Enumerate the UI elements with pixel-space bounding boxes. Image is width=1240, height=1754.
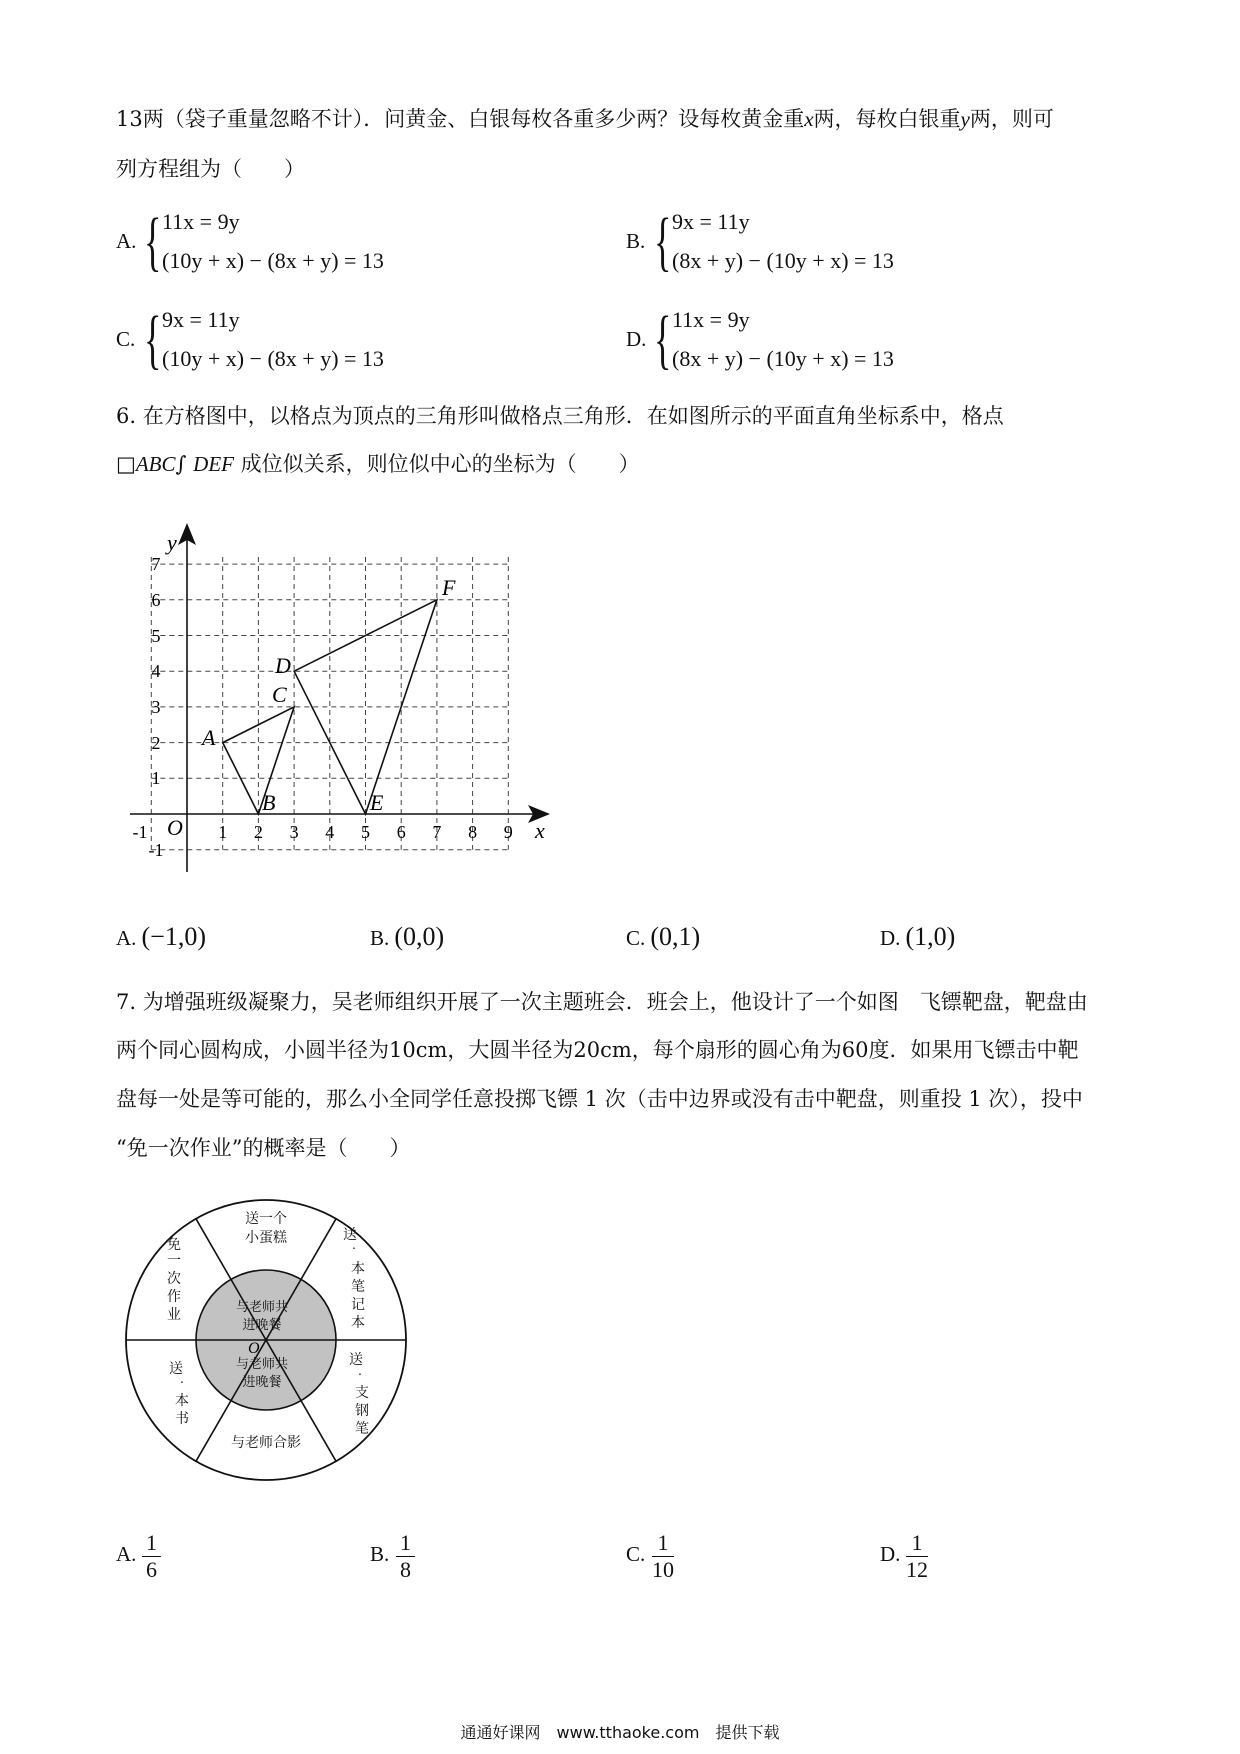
fraction <box>652 1530 674 1583</box>
numerator: 1 <box>142 1530 161 1557</box>
sector-right-upper-char: 记 <box>351 1298 365 1313</box>
equation-1: 9x = 11y <box>162 307 240 332</box>
fraction <box>906 1530 928 1583</box>
triangle-abc: ABC <box>135 452 176 476</box>
y-tick-label: -1 <box>148 840 164 860</box>
grid-lines <box>151 557 508 850</box>
sector-top-line1: 送一个 <box>245 1212 287 1227</box>
q7-stem-line2: 两个同心圆构成，小圆半径为10cm，大圆半径为20cm，每个扇形的圆心角为60度．如果用飞镖击中靶 <box>116 1038 1079 1062</box>
var-y: y <box>960 107 970 131</box>
x-tick-label: 8 <box>468 822 478 842</box>
numerator: 1 <box>396 1530 415 1557</box>
brace: { <box>654 303 672 376</box>
sector-right-lower-char: 支 <box>355 1386 369 1401</box>
y-tick-label: 2 <box>151 733 161 753</box>
coordinate-graph <box>120 520 560 880</box>
x-tick-label: 3 <box>289 822 299 842</box>
fraction <box>396 1530 415 1583</box>
inner-lower-line2: 进晚餐 <box>242 1374 282 1389</box>
sector-right-upper-char: 本 <box>351 1316 365 1331</box>
point-label-f: F <box>442 575 456 600</box>
triangle-def: DEF <box>193 452 234 476</box>
y-axis-label: y <box>167 530 177 555</box>
equation-2: (10y + x) − (8x + y) = 13 <box>162 248 384 273</box>
denominator: 10 <box>652 1557 674 1582</box>
q7-stem-line3: 盘每一处是等可能的，那么小全同学任意投掷飞镖 1 次（击中边界或没有击中靶盘，则重投 1 次），投中 <box>116 1087 1083 1111</box>
sector-right-lower-char: 送 <box>349 1353 363 1368</box>
inner-upper-line1: 与老师共 <box>235 1299 289 1314</box>
y-tick-label: 7 <box>151 554 161 574</box>
option-letter: B. <box>626 229 646 253</box>
equation-2: (8x + y) − (10y + x) = 13 <box>672 248 894 273</box>
brace: { <box>144 205 162 278</box>
sector-left-upper-char: 作 <box>167 1290 181 1305</box>
dartboard <box>118 1193 418 1493</box>
x-tick-label: 2 <box>253 822 263 842</box>
q5-option-d[interactable] <box>626 303 1126 383</box>
q5-stem-text: 13两（袋子重量忽略不计）．问黄金、白银每枚各重多少两？设每枚黄金重 <box>116 107 805 131</box>
option-letter: C. <box>116 327 136 351</box>
sector-left-upper-char: 免 <box>167 1238 181 1253</box>
inner-upper-line2: 进晚餐 <box>242 1317 282 1332</box>
point-label-b: B <box>262 790 276 815</box>
q5-stem-mid: 两，每枚白银重 <box>813 107 961 131</box>
q6-stem-line1: 6. 在方格图中，以格点为顶点的三角形叫做格点三角形．在如图所示的平面直角坐标系中，格点 <box>116 404 1004 428</box>
equation-1: 11x = 9y <box>162 209 240 234</box>
sector-left-upper-char: 次 <box>167 1272 181 1287</box>
equation-1: 11x = 9y <box>672 307 750 332</box>
sector-left-upper-char: 业 <box>167 1308 181 1323</box>
x-tick-label: 5 <box>361 822 370 842</box>
numerator: 1 <box>652 1530 674 1557</box>
sector-left-upper-char: 一 <box>167 1254 181 1269</box>
inner-lower-line1: 与老师共 <box>235 1356 289 1371</box>
y-tick-label: 1 <box>151 768 161 788</box>
option-value: (−1,0) <box>141 922 206 951</box>
equation-1: 9x = 11y <box>672 209 750 234</box>
placeholder-glyph: □ <box>116 452 136 476</box>
sector-right-lower-char: 钢 <box>355 1404 369 1419</box>
point-label-e: E <box>370 790 384 815</box>
sector-top-line2: 小蛋糕 <box>245 1231 287 1246</box>
option-value: (0,1) <box>650 922 701 951</box>
x-tick-label: 9 <box>503 822 513 842</box>
option-letter: D. <box>880 926 901 950</box>
page-footer: 通通好课网 www.tthaoke.com 提供下载 <box>460 1723 780 1742</box>
option-letter: B. <box>370 1542 390 1566</box>
sector-right-upper-char: 笔 <box>351 1280 365 1295</box>
option-letter: A. <box>116 1542 137 1566</box>
q5-stem-tail: 两，则可 <box>969 107 1054 131</box>
sector-right-upper-char: 本 <box>351 1262 365 1277</box>
option-letter: A. <box>116 229 137 253</box>
q5-option-a[interactable] <box>116 205 616 285</box>
sector-right-lower-char: 笔 <box>355 1422 369 1437</box>
equation-2: (8x + y) − (10y + x) = 13 <box>672 346 894 371</box>
option-letter: A. <box>116 926 137 950</box>
sector-right-upper-char: · <box>351 1242 357 1257</box>
q5-option-c[interactable] <box>116 303 616 383</box>
y-tick-label: 6 <box>151 590 161 610</box>
x-tick-label: 7 <box>432 822 442 842</box>
option-letter: C. <box>626 926 646 950</box>
denominator: 12 <box>906 1557 928 1582</box>
q5-option-b[interactable] <box>626 205 1126 285</box>
x-tick-label: 6 <box>396 822 406 842</box>
denominator: 6 <box>146 1557 157 1582</box>
numerator: 1 <box>906 1530 928 1557</box>
var-x: x <box>804 107 814 131</box>
similar-symbol: ∫ <box>175 452 187 476</box>
option-letter: D. <box>880 1542 901 1566</box>
fraction <box>142 1530 161 1583</box>
point-label-d: D <box>275 653 291 678</box>
q6-option-c[interactable] <box>626 922 700 952</box>
option-value: (0,0) <box>394 922 445 951</box>
q6-option-a[interactable] <box>116 922 206 952</box>
y-tick-label: 4 <box>151 661 161 681</box>
center-label: O <box>248 1340 260 1357</box>
q5-stem-line2: 列方程组为（ ） <box>116 157 305 181</box>
x-tick-label: 1 <box>218 822 228 842</box>
sector-right-lower-char: · <box>357 1368 363 1383</box>
q6-option-b[interactable] <box>370 922 444 952</box>
option-letter: C. <box>626 1542 646 1566</box>
x-axis-label: x <box>535 818 545 843</box>
option-value: (1,0) <box>905 922 956 951</box>
q6-stem-tail: 成位似关系，则位似中心的坐标为（ ） <box>240 452 640 476</box>
point-label-c: C <box>272 682 287 707</box>
sector-right-upper-char: 送 <box>343 1228 357 1243</box>
q7-stem-line4: “免一次作业”的概率是（ ） <box>116 1136 411 1160</box>
option-letter: B. <box>370 926 390 950</box>
brace: { <box>654 205 672 278</box>
denominator: 8 <box>400 1557 411 1582</box>
option-letter: D. <box>626 327 647 351</box>
sector-left-lower-char: 送 <box>169 1362 183 1377</box>
x-tick-label: -1 <box>132 822 148 842</box>
sector-bottom: 与老师合影 <box>231 1436 301 1451</box>
brace: { <box>144 303 162 376</box>
sector-left-lower-char: · <box>179 1376 185 1391</box>
sector-left-lower-char: 本 <box>175 1394 189 1409</box>
origin-label: O <box>167 815 183 840</box>
y-tick-label: 3 <box>151 697 161 717</box>
q6-stem-line2 <box>116 450 640 478</box>
y-tick-label: 5 <box>151 626 161 646</box>
point-label-a: A <box>202 725 216 750</box>
q5-stem-line1 <box>116 105 1054 133</box>
q7-stem-line1: 7. 为增强班级凝聚力，吴老师组织开展了一次主题班会．班会上，他设计了一个如图 飞镖靶盘，靶盘由 <box>116 990 1088 1014</box>
x-tick-label: 4 <box>325 822 335 842</box>
sector-left-lower-char: 书 <box>175 1412 189 1427</box>
q6-option-d[interactable] <box>880 922 955 952</box>
equation-2: (10y + x) − (8x + y) = 13 <box>162 346 384 371</box>
